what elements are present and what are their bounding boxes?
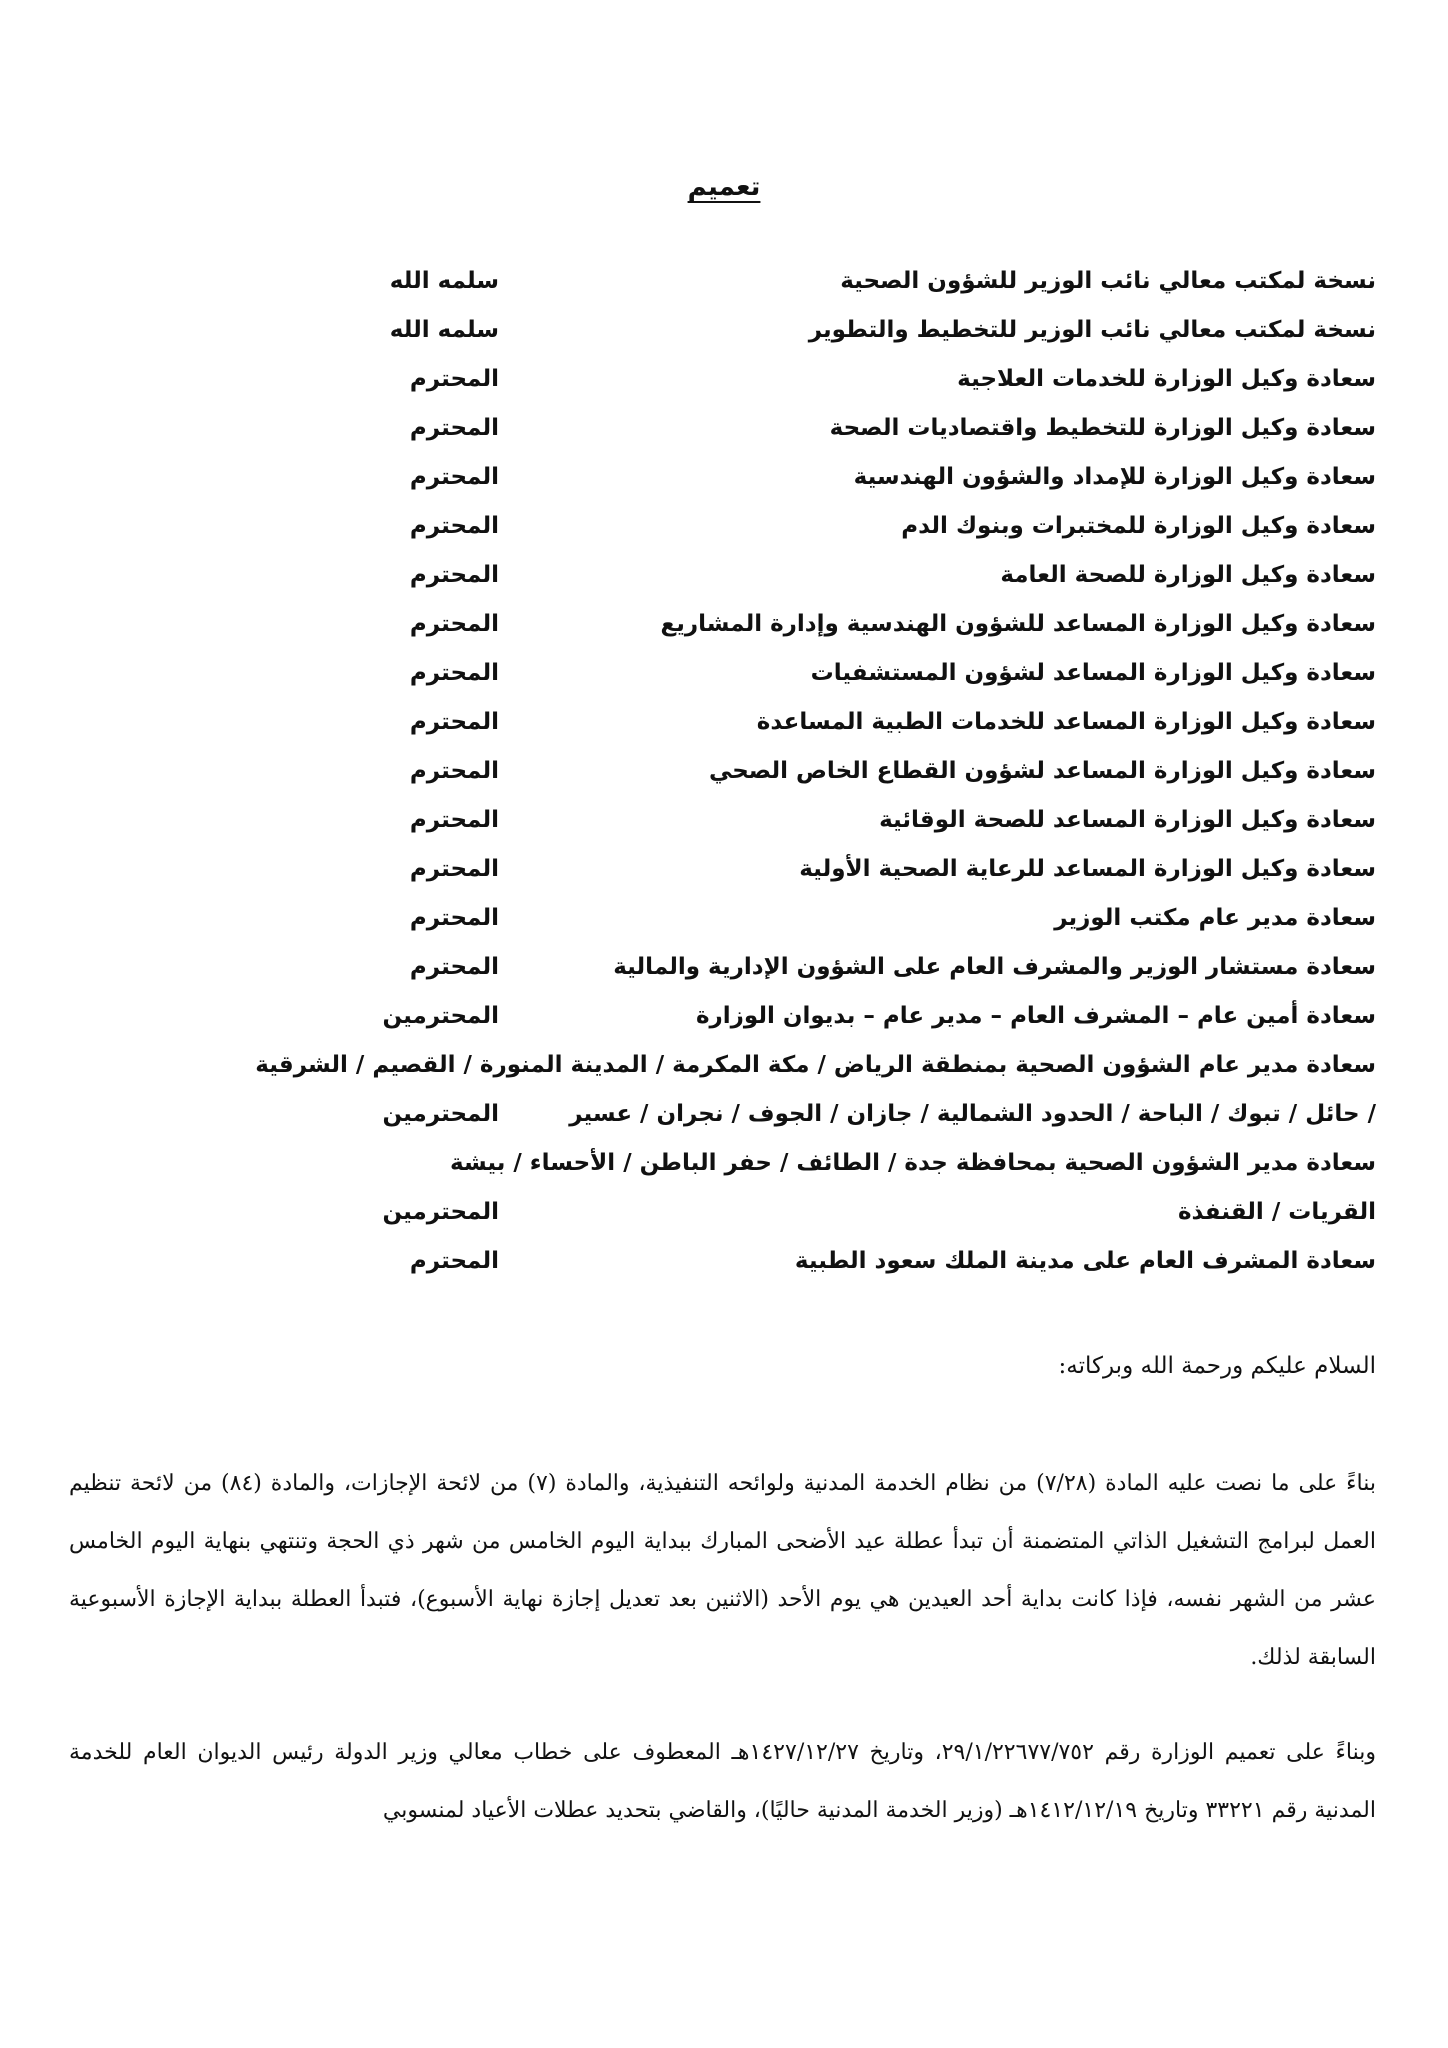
recipient-name: سعادة المشرف العام على مدينة الملك سعود الطبية — [794, 1248, 1376, 1274]
recipient-name: سعادة وكيل الوزارة للخدمات العلاجية — [957, 366, 1376, 392]
recipient-name: سعادة مدير الشؤون الصحية بمحافظة جدة / الطائف / حفر الباطن / الأحساء / بيشة — [450, 1150, 1376, 1176]
recipient-row — [0, 1046, 1448, 1095]
recipient-row — [0, 948, 1448, 997]
recipient-honorific: المحترم — [409, 611, 499, 637]
recipient-honorific: المحترمين — [382, 1101, 499, 1127]
recipient-row — [0, 1144, 1448, 1193]
recipient-name: سعادة وكيل الوزارة المساعد للشؤون الهندسية وإدارة المشاريع — [660, 611, 1376, 637]
recipient-name: سعادة أمين عام – المشرف العام – مدير عام – بديوان الوزارة — [695, 1003, 1376, 1029]
recipient-row — [0, 654, 1448, 703]
recipient-honorific: المحترم — [409, 905, 499, 931]
recipient-row — [0, 262, 1448, 311]
body-paragraph: بناءً على ما نصت عليه المادة (٧/٢٨) من نظام الخدمة المدنية ولوائحه التنفيذية، والمادة (٧) من لائحة الإجازات، والمادة (٨٤) من لائحة تنظيم العمل لبرامج التشغيل الذاتي المتضمنة أن تبدأ عطلة عيد الأضحى المبارك ببداية اليوم الخامس من شهر ذي الحجة وتنتهي بنهاية اليوم الخامس عشر من الشهر نفسه، فإذا كانت بداية أحد العيدين هي يوم الأحد (الاثنين بعد تعديل إجازة نهاية الأسبوع)، فتبدأ العطلة ببداية الإجازة الأسبوعية السابقة لذلك. — [69, 1471, 1376, 1670]
recipient-name: نسخة لمكتب معالي نائب الوزير للتخطيط والتطوير — [808, 317, 1376, 343]
recipient-honorific: المحترمين — [382, 1003, 499, 1029]
recipient-name: سعادة وكيل الوزارة للصحة العامة — [1000, 562, 1376, 588]
recipient-row — [0, 801, 1448, 850]
recipient-name: سعادة وكيل الوزارة للتخطيط واقتصاديات الصحة — [829, 415, 1376, 441]
recipient-row — [0, 605, 1448, 654]
recipient-honorific: المحترم — [409, 660, 499, 686]
recipient-row — [0, 997, 1448, 1046]
recipient-name: سعادة وكيل الوزارة المساعد لشؤون القطاع الخاص الصحي — [708, 758, 1376, 784]
recipient-name: سعادة مستشار الوزير والمشرف العام على الشؤون الإدارية والمالية — [613, 954, 1376, 980]
recipient-row — [0, 311, 1448, 360]
recipient-name: القريات / القنفذة — [1177, 1199, 1376, 1225]
recipient-row — [0, 899, 1448, 948]
recipient-name: سعادة مدير عام الشؤون الصحية بمنطقة الرياض / مكة المكرمة / المدينة المنورة / القصيم / الشرقية — [255, 1052, 1376, 1078]
recipient-honorific: المحترم — [409, 513, 499, 539]
recipient-honorific: سلمه الله — [389, 268, 499, 294]
recipient-honorific: المحترم — [409, 856, 499, 882]
recipient-honorific: سلمه الله — [389, 317, 499, 343]
recipient-name: سعادة وكيل الوزارة المساعد للرعاية الصحية الأولية — [799, 856, 1376, 882]
recipient-name: سعادة وكيل الوزارة للإمداد والشؤون الهندسية — [853, 464, 1376, 490]
recipient-honorific: المحترم — [409, 464, 499, 490]
recipient-honorific: المحترم — [409, 954, 499, 980]
recipient-name: / حائل / تبوك / الباحة / الحدود الشمالية / جازان / الجوف / نجران / عسير — [569, 1101, 1376, 1127]
recipient-name: سعادة وكيل الوزارة المساعد للصحة الوقائية — [879, 807, 1376, 833]
recipient-honorific: المحترم — [409, 1248, 499, 1274]
recipient-row — [0, 458, 1448, 507]
recipient-honorific: المحترم — [409, 807, 499, 833]
body-paragraph: وبناءً على تعميم الوزارة رقم ٢٩/١/٢٢٦٧٧/٧٥٢، وتاريخ ١٤٢٧/١٢/٢٧هـ المعطوف على خطاب معالي وزير الدولة رئيس الديوان العام للخدمة المدنية رقم ٣٣٢٢١ وتاريخ ١٤١٢/١٢/١٩هـ (وزير الخدمة المدنية حاليًا)، والقاضي بتحديد عطلات الأعياد لمنسوبي — [69, 1740, 1376, 1823]
recipient-row — [0, 850, 1448, 899]
recipient-honorific: المحترم — [409, 366, 499, 392]
recipient-honorific: المحترمين — [382, 1199, 499, 1225]
recipient-row — [0, 703, 1448, 752]
recipients-list — [0, 262, 1448, 1291]
recipient-row — [0, 1095, 1448, 1144]
recipient-row — [0, 409, 1448, 458]
circular-title: تعميم — [687, 172, 761, 202]
recipient-row — [0, 1193, 1448, 1242]
greeting: السلام عليكم ورحمة الله وبركاته: — [1058, 1353, 1376, 1379]
recipient-row — [0, 556, 1448, 605]
recipient-row — [0, 507, 1448, 556]
recipient-row — [0, 360, 1448, 409]
recipient-name: سعادة وكيل الوزارة المساعد للخدمات الطبية المساعدة — [756, 709, 1376, 735]
recipient-honorific: المحترم — [409, 415, 499, 441]
recipient-name: سعادة مدير عام مكتب الوزير — [1054, 905, 1376, 931]
recipient-honorific: المحترم — [409, 562, 499, 588]
recipient-honorific: المحترم — [409, 709, 499, 735]
recipient-row — [0, 752, 1448, 801]
recipient-name: نسخة لمكتب معالي نائب الوزير للشؤون الصحية — [840, 268, 1376, 294]
recipient-name: سعادة وكيل الوزارة المساعد لشؤون المستشفيات — [810, 660, 1376, 686]
recipient-honorific: المحترم — [409, 758, 499, 784]
recipient-row — [0, 1242, 1448, 1291]
recipient-name: سعادة وكيل الوزارة للمختبرات وبنوك الدم — [901, 513, 1376, 539]
